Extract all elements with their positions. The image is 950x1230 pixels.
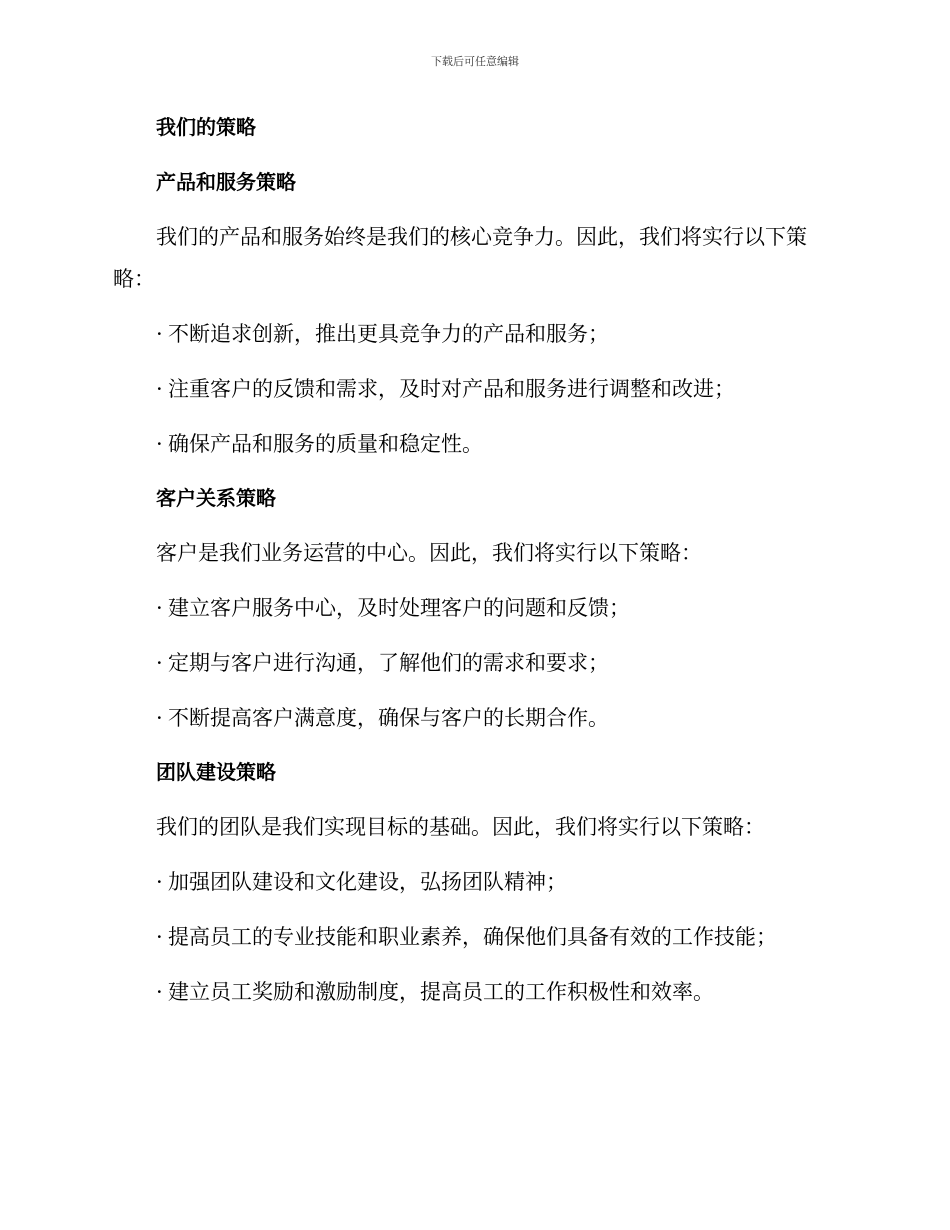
list-item xyxy=(156,868,567,896)
section-heading-customer: 客户关系策略 xyxy=(156,486,276,510)
bullet-marker: · xyxy=(156,925,163,949)
list-item xyxy=(156,704,609,732)
section-heading-team: 团队建设策略 xyxy=(156,760,276,784)
document-title: 我们的策略 xyxy=(156,115,256,139)
header-note: 下载后可任意编辑 xyxy=(431,55,519,68)
bullet-marker: · xyxy=(156,432,163,456)
list-item xyxy=(156,923,777,951)
bullet-marker: · xyxy=(156,377,163,401)
list-item xyxy=(156,375,735,403)
list-item-text: 建立客户服务中心，及时处理客户的问题和反馈； xyxy=(168,596,630,620)
section-intro-team: 我们的团队是我们实现目标的基础。因此，我们将实行以下策略： xyxy=(156,815,765,839)
bullet-marker: · xyxy=(156,706,163,730)
bullet-marker: · xyxy=(156,651,163,675)
section-heading-product: 产品和服务策略 xyxy=(156,170,296,194)
list-item-text: 加强团队建设和文化建设，弘扬团队精神； xyxy=(168,870,567,894)
bullet-marker: · xyxy=(156,980,163,1004)
list-item xyxy=(156,430,483,458)
bullet-marker: · xyxy=(156,322,163,346)
list-item xyxy=(156,978,714,1006)
list-item-text: 提高员工的专业技能和职业素养，确保他们具备有效的工作技能； xyxy=(168,925,777,949)
list-item-text: 建立员工奖励和激励制度，提高员工的工作积极性和效率。 xyxy=(168,980,714,1004)
bullet-marker: · xyxy=(156,596,163,620)
section-intro-customer: 客户是我们业务运营的中心。因此，我们将实行以下策略： xyxy=(156,541,702,565)
list-item xyxy=(156,320,609,348)
list-item-text: 不断提高客户满意度，确保与客户的长期合作。 xyxy=(168,706,609,730)
list-item xyxy=(156,594,630,622)
list-item-text: 定期与客户进行沟通，了解他们的需求和要求； xyxy=(168,651,609,675)
list-item-text: 不断追求创新，推出更具竞争力的产品和服务； xyxy=(168,322,609,346)
bullet-marker: · xyxy=(156,870,163,894)
list-item-text: 确保产品和服务的质量和稳定性。 xyxy=(168,432,483,456)
list-item-text: 注重客户的反馈和需求，及时对产品和服务进行调整和改进； xyxy=(168,377,735,401)
section-intro-product-continued: 略： xyxy=(113,267,155,291)
section-intro-product: 我们的产品和服务始终是我们的核心竞争力。因此，我们将实行以下策 xyxy=(156,225,807,249)
list-item xyxy=(156,649,609,677)
